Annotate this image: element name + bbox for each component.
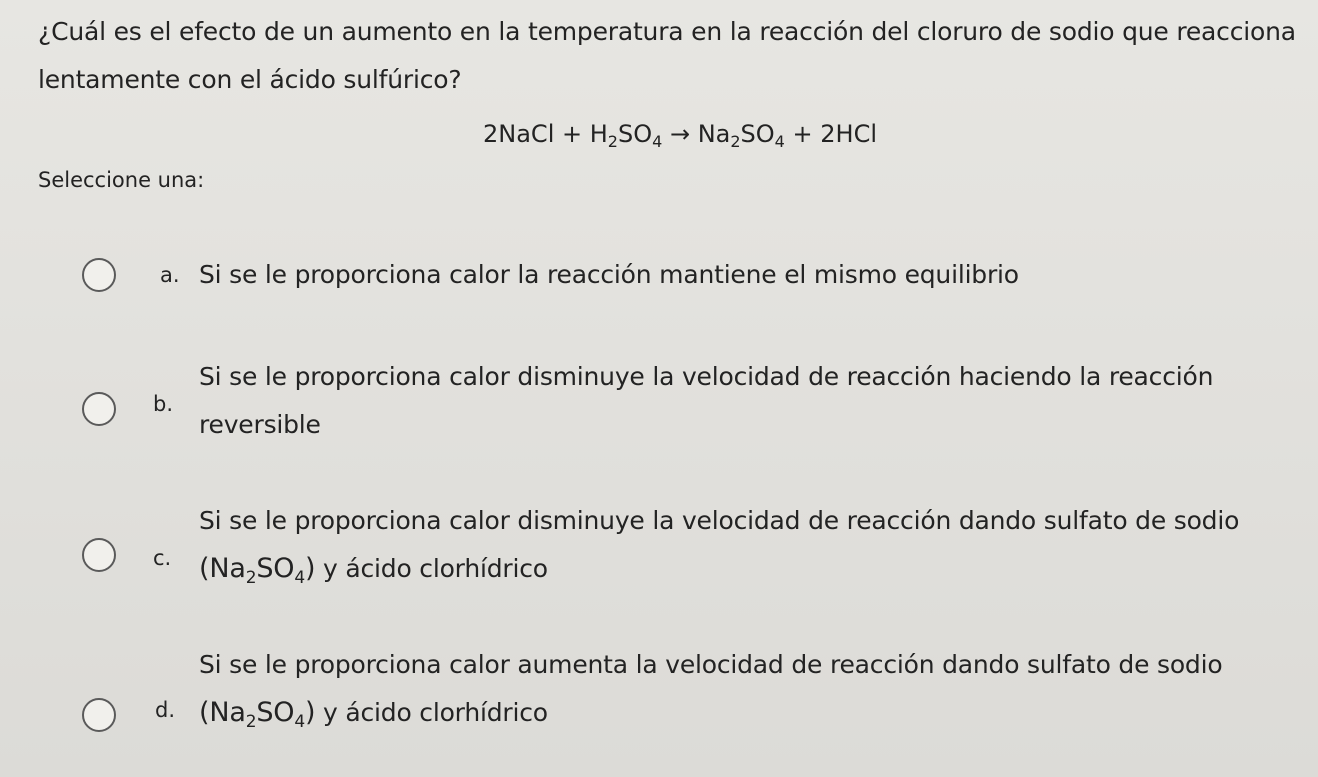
option-a-letter: a. [160, 263, 180, 287]
reaction-arrow: → [669, 120, 691, 148]
option-c-letter: c. [153, 546, 172, 570]
option-a-text[interactable]: Si se le proporciona calor la reacción mantiene el mismo equilibrio [199, 260, 1019, 289]
option-d-text[interactable]: Si se le proporciona calor aumenta la velocidad de reacción dando sulfato de sodio $(Na_2SO_4)$ y ácido clorhídrico [199, 650, 1223, 732]
product-hcl: 2HCl [820, 120, 877, 148]
reactant-nacl: 2NaCl [483, 120, 555, 148]
option-c-radio[interactable] [82, 538, 116, 572]
chemical-equation [483, 114, 877, 154]
plus-sign: + [792, 120, 813, 148]
option-d-formula: $(Na_2SO_4)$ [199, 697, 316, 732]
option-b-letter: b. [153, 392, 174, 416]
select-prompt: Seleccione una: [38, 168, 205, 192]
option-b-text[interactable]: Si se le proporciona calor disminuye la velocidad de reacción haciendo la reacción reversible [199, 362, 1214, 439]
option-b-radio[interactable] [82, 392, 116, 426]
plus-sign: + [562, 120, 583, 148]
option-a-radio[interactable] [82, 258, 116, 292]
product-na2so4: $Na_2SO_4$ [697, 120, 785, 151]
option-c-text[interactable]: Si se le proporciona calor disminuye la velocidad de reacción dando sulfato de sodio $(Na_2SO_4)$ y ácido clorhídrico [199, 506, 1240, 588]
option-c-formula: $(Na_2SO_4)$ [199, 553, 316, 588]
reactant-h2so4: $H_2SO_4$ [589, 120, 663, 151]
option-d-letter: d. [155, 698, 176, 722]
question-text: ¿Cuál es el efecto de un aumento en la temperatura en la reacción del cloruro de sodio que reacciona lentamente con el ácido sulfúrico? [38, 17, 1296, 94]
option-d-radio[interactable] [82, 698, 116, 732]
